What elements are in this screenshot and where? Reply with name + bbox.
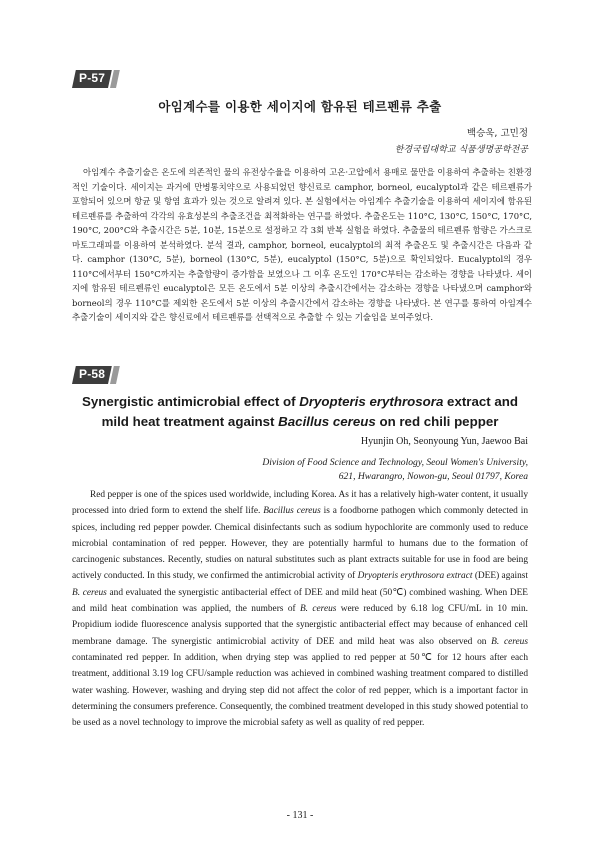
poster-tag-p58 xyxy=(72,366,118,384)
title-line-1 xyxy=(0,392,600,412)
affiliation-line: Division of Food Science and Technology, Seoul Women's University, xyxy=(262,457,528,468)
abstract-title-en xyxy=(0,392,600,432)
authors-en: Hyunjin Oh, Seonyoung Yun, Jaewoo Bai xyxy=(360,436,528,447)
poster-tag-p57 xyxy=(72,70,118,88)
affiliation-line: 621, Hwarangro, Nowon-gu, Seoul 01797, Korea xyxy=(338,471,528,482)
affiliation-ko: 한경국립대학교 식품생명공학전공 xyxy=(394,145,528,155)
species-name: B. cereus xyxy=(72,587,107,598)
poster-tag-label: P-58 xyxy=(79,367,106,381)
title-line-2 xyxy=(0,412,600,432)
body-text: were reduced by 6.18 log CFU/mL in 10 min. Propidium iodide fluorescence analysis supported that the synergistic antibacterial effect may because of enhanced cell membrane damage. The synergistic antimicrobial activity of DEE and mild heat was also observed on xyxy=(72,604,528,647)
title-text: Synergistic antimicrobial effect of xyxy=(82,394,300,409)
title-text: extract and xyxy=(443,394,518,409)
tag-accent-stripe xyxy=(110,366,120,384)
species-name: B. cereus xyxy=(299,604,337,615)
abstract-title-ko: 아임계수를 이용한 세이지에 함유된 테르펜류 추출 xyxy=(158,99,442,114)
body-text: Red pepper is one of the spices used worldwide, including Korea. As it has a relatively high-water content, it usually processed into dried form to extend the shelf life. xyxy=(72,490,528,517)
species-name: B. cereus xyxy=(491,636,528,647)
body-text: (DEE) against xyxy=(472,571,529,582)
poster-tag-label: P-57 xyxy=(79,71,106,85)
body-text: and evaluated the synergistic antibacterial effect of DEE and mild heat (50℃) combined washing. When DEE and mild heat combination was applied, the numbers of xyxy=(72,587,528,615)
body-text: contaminated red pepper. In addition, when drying step was applied to red pepper at 50℃ for 12 hours after each treatment, additional 3.19 log CFU/sample reduction was achieved in combined washing treatment compared to distilled water washing. However, washing and drying step did not affect the color of red pepper, which is a important factor in determining the consumers preference. Consequently, the combined treatment developed in this study showed potential to be used as a novel technology to improve the microbial safety as well as quality of red pepper. xyxy=(72,652,528,729)
title-text: on red chili pepper xyxy=(375,414,499,429)
tag-accent-stripe xyxy=(110,70,120,88)
authors-ko: 백승욱, 고민정 xyxy=(466,128,528,139)
abstract-body-en xyxy=(72,487,528,731)
affiliation-en xyxy=(168,456,528,484)
species-name: Dryopteris erythrosora xyxy=(299,394,444,409)
species-name: Bacillus cereus xyxy=(278,414,376,429)
abstract-body-ko: 아임계수 추출기술은 온도에 의존적인 물의 유전상수율을 이용하여 고온·고압에서 용매로 물만을 이용하여 추출하는 친환경적인 기술이다. 세이지는 과거에 만병통치약으로 사용되었던 향신료로 camphor, borneol, eucalyptol과 같은 테르펜류가 포함되어 있으며 항균 및 항염 효과가 있는 것으로 알려져 있다. 본 실험에서는 아임계수 추출기술을 이용하여 세이지에 함유된 테르펜류를 추출하여 각각의 유효성분의 추출조건을 최적화하는 연구를 하였다. 추출온도는 110°C, 130°C, 150°C, 170°C, 190°C, 200°C와 추출시간은 5분, 10분, 15분으로 설정하고 각 3회 반복 실험을 하였다. 추출물의 테르펜류 함량은 가스크로마토그래피를 이용하여 분석하였다. 분석 결과, camphor, borneol, eucalyptol의 최적 추출온도 및 추출시간은 다음과 같다. camphor (130°C, 5분), borneol (130°C, 5분), eucalyptol (150°C, 5분)으로 확인되었다. Eucalyptol의 경우 110°C에서부터 150°C까지는 추출함량이 증가함을 보였으나 그 이후 온도인 170°C부터는 감소하는 경향을 나타냈다. 세이지에 함유된 테르펜류인 eucalyptol은 모든 온도에서 5분 이상의 추출시간에서는 감소하는 경향을 나타냈으며 camphor와 borneol의 경우 110°C를 제외한 온도에서 5분 이상의 추출시간에서 감소하는 경향을 나타냈다. 본 연구를 통하여 아임계수 추출기술이 세이지와 같은 향신료에서 테르펜류를 선택적으로 추출할 수 있는 기술임을 보여주었다. xyxy=(72,167,532,323)
body-text: is a foodborne pathogen which commonly detected in spices, including red pepper powder. Chemical disinfectants such as sodium hypochlorite are commonly used to reduce microbial contamination of red pepper. However, they are potentially harmful to humans due to the formation of carcinogenic substances. Recently, studies on natural substitutes such as plant extracts suitable for use in food are being actively conducted. In this study, we confirmed the antimicrobial activity of xyxy=(72,506,528,582)
species-name: Dryopteris erythrosora extract xyxy=(357,571,473,582)
species-name: Bacillus cereus xyxy=(263,506,321,517)
page-number: - 131 - xyxy=(286,810,314,821)
title-text: mild heat treatment against xyxy=(101,414,279,429)
